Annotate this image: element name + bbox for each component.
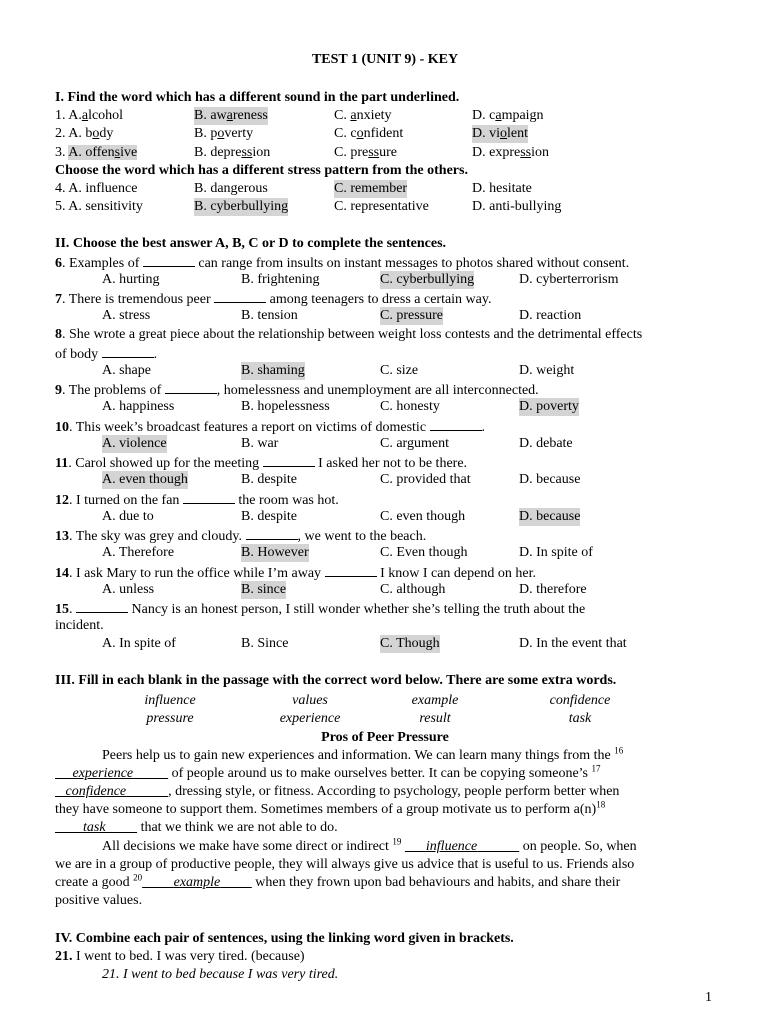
answer-highlight: B. shaming bbox=[241, 363, 305, 378]
answer-18: task bbox=[83, 820, 106, 835]
option-d: D. hesitate bbox=[472, 181, 532, 196]
word-bank-item: experience bbox=[279, 711, 341, 726]
blank-number: 18 bbox=[596, 799, 606, 810]
question-text: . bbox=[481, 420, 486, 435]
option-text: ure bbox=[379, 145, 398, 160]
option-d bbox=[472, 144, 549, 162]
option-label: C. bbox=[334, 145, 347, 160]
option-label: A. bbox=[68, 108, 82, 123]
answer-highlight bbox=[68, 145, 137, 160]
answer-blank bbox=[183, 490, 235, 504]
question-number: 1. bbox=[55, 108, 66, 123]
option-text: reness bbox=[232, 108, 268, 123]
option-text: ion bbox=[252, 145, 271, 160]
option-text: depre bbox=[210, 145, 242, 160]
answer-highlight: C. remember bbox=[334, 181, 408, 196]
option-b: B. war bbox=[241, 436, 279, 451]
question-6 bbox=[55, 253, 629, 271]
question-5 bbox=[55, 198, 143, 216]
answer-blank bbox=[325, 563, 377, 577]
option-c bbox=[334, 125, 403, 143]
option-b: B. Since bbox=[241, 636, 289, 651]
option-d: D. therefore bbox=[519, 582, 587, 597]
option-text: ive bbox=[120, 145, 138, 160]
question-1 bbox=[55, 107, 123, 125]
question-number: 3. bbox=[55, 145, 66, 160]
blank-number: 19 bbox=[392, 836, 402, 847]
option-a: A. stress bbox=[102, 308, 151, 323]
question-number: 21. bbox=[55, 949, 73, 964]
filled-blank bbox=[55, 766, 168, 781]
passage-text: on people. So, when bbox=[522, 839, 637, 854]
option-d: D. cyberterrorism bbox=[519, 272, 619, 287]
option-text: c bbox=[350, 126, 357, 141]
question-15 bbox=[55, 599, 585, 617]
question-12 bbox=[55, 490, 339, 508]
question-9 bbox=[55, 380, 539, 398]
question-text: . The sky was grey and cloudy. bbox=[69, 529, 243, 544]
answer-blank bbox=[246, 526, 298, 540]
option-a: A. shape bbox=[102, 363, 151, 378]
option-c: C. size bbox=[380, 363, 419, 378]
answer-highlight bbox=[472, 125, 528, 143]
option-text: dy bbox=[99, 126, 114, 141]
question-21 bbox=[55, 948, 305, 966]
option-text: offen bbox=[85, 145, 115, 160]
question-8-line-2 bbox=[55, 344, 157, 362]
word-bank-item: result bbox=[419, 711, 451, 726]
passage-line bbox=[55, 783, 619, 801]
question-7 bbox=[55, 289, 491, 307]
option-label: B. bbox=[194, 126, 207, 141]
underlined-part: a bbox=[495, 108, 502, 123]
answer-highlight: C. Though bbox=[380, 636, 440, 651]
question-text: I asked her not to be there. bbox=[318, 456, 468, 471]
option-c bbox=[334, 144, 397, 162]
option-text: vi bbox=[489, 126, 501, 141]
question-number: 4. bbox=[55, 181, 66, 196]
option-d: D. debate bbox=[519, 436, 573, 451]
word-bank-item: pressure bbox=[146, 711, 194, 726]
question-text: . She wrote a great piece about the relationship between weight loss contests and the detrimental effects bbox=[62, 327, 643, 342]
option-d bbox=[472, 107, 544, 125]
question-number: 7 bbox=[55, 292, 62, 307]
option-d: D. because bbox=[519, 472, 581, 487]
option-text: c bbox=[489, 108, 496, 123]
question-text: . Examples of bbox=[62, 256, 140, 271]
option-b: B. despite bbox=[241, 472, 297, 487]
passage-line bbox=[55, 874, 620, 892]
stress-heading: Choose the word which has a different stress pattern from the others. bbox=[55, 163, 468, 178]
filled-blank bbox=[55, 820, 137, 835]
word-bank-item: values bbox=[292, 693, 328, 708]
answer-blank bbox=[263, 453, 315, 467]
question-text: . There is tremendous peer bbox=[62, 292, 211, 307]
option-d: D. weight bbox=[519, 363, 575, 378]
option-d: D. In the event that bbox=[519, 636, 627, 651]
option-c: C. although bbox=[380, 582, 446, 597]
section-1-heading: I. Find the word which has a different sound in the part underlined. bbox=[55, 90, 460, 105]
question-number: 12 bbox=[55, 493, 69, 508]
option-a: A. hurting bbox=[102, 272, 160, 287]
option-a: A. Therefore bbox=[102, 545, 175, 560]
answer-blank bbox=[214, 289, 266, 303]
section-3-heading: III. Fill in each blank in the passage with the correct word below. There are some extra words. bbox=[55, 673, 617, 688]
word-bank-item: example bbox=[411, 693, 459, 708]
passage-text: they have someone to support them. Sometimes members of a group motivate us to perform a(n) bbox=[55, 802, 597, 817]
question-number: 9 bbox=[55, 383, 62, 398]
underlined-part: o bbox=[217, 126, 225, 141]
question-10 bbox=[55, 417, 485, 435]
word-bank-item: confidence bbox=[549, 693, 611, 708]
option-label: C. bbox=[334, 126, 347, 141]
option-d: D. In spite of bbox=[519, 545, 593, 560]
answer-blank bbox=[102, 344, 154, 358]
passage-line bbox=[102, 838, 637, 856]
blank-number: 17 bbox=[591, 763, 601, 774]
question-number: 15 bbox=[55, 602, 69, 617]
passage-text: , dressing style, or fitness. According to psychology, people perform better when bbox=[168, 784, 620, 799]
answer-highlight: A. violence bbox=[102, 436, 167, 451]
question-8 bbox=[55, 326, 642, 344]
question-text: Nancy is an honest person, I still wonder whether she’s telling the truth about the bbox=[131, 602, 586, 617]
question-text: , homelessness and unemployment are all interconnected. bbox=[216, 383, 539, 398]
question-text: I went to bed. I was very tired. (because) bbox=[76, 949, 305, 964]
question-text: among teenagers to dress a certain way. bbox=[269, 292, 492, 307]
passage-line bbox=[55, 765, 601, 783]
answer-highlight: B. cyberbullying bbox=[194, 199, 289, 214]
option-a: A. due to bbox=[102, 509, 154, 524]
option-b: B. frightening bbox=[241, 272, 320, 287]
underlined-part: ss bbox=[520, 145, 532, 160]
option-label: A. bbox=[68, 126, 82, 141]
answer-highlight: D. poverty bbox=[519, 399, 579, 414]
filled-blank bbox=[55, 784, 168, 799]
option-text: nfident bbox=[363, 126, 404, 141]
option-a: A. happiness bbox=[102, 399, 175, 414]
question-number: 11 bbox=[55, 456, 69, 471]
answer-19: influence bbox=[425, 839, 478, 854]
question-text: . The problems of bbox=[62, 383, 162, 398]
answer-17: confidence bbox=[65, 784, 127, 799]
underlined-part: ss bbox=[241, 145, 253, 160]
option-label: D. bbox=[472, 108, 486, 123]
option-b: B. tension bbox=[241, 308, 298, 323]
option-c: C. representative bbox=[334, 199, 429, 214]
question-text: , we went to the beach. bbox=[297, 529, 427, 544]
passage-line: positive values. bbox=[55, 893, 143, 908]
question-text: . bbox=[69, 602, 73, 617]
question-number: 8 bbox=[55, 327, 62, 342]
word-bank-item: influence bbox=[144, 693, 196, 708]
option-text: p bbox=[210, 126, 218, 141]
option-d: D. anti-bullying bbox=[472, 199, 562, 214]
underlined-part: a bbox=[350, 108, 357, 123]
filled-blank bbox=[405, 839, 519, 854]
question-13 bbox=[55, 526, 426, 544]
answer-highlight: D. because bbox=[519, 509, 581, 524]
question-14 bbox=[55, 563, 536, 581]
page-title: TEST 1 (UNIT 9) - KEY bbox=[311, 52, 459, 67]
filled-blank bbox=[142, 875, 252, 890]
option-b bbox=[194, 144, 270, 162]
question-2 bbox=[55, 125, 113, 143]
answer-highlight: C. pressure bbox=[380, 308, 443, 323]
answer-20: example bbox=[173, 875, 221, 890]
passage-text: of people around us to make ourselves better. It can be copying someone’s bbox=[171, 766, 589, 781]
answer-highlight: A. even though bbox=[102, 472, 188, 487]
question-text: the room was hot. bbox=[238, 493, 339, 508]
question-text: I know I can depend on her. bbox=[380, 566, 536, 581]
option-label: B. bbox=[194, 108, 207, 123]
answer-highlight: C. cyberbullying bbox=[380, 272, 475, 287]
underlined-part: o bbox=[500, 126, 508, 141]
option-label: A. bbox=[68, 145, 82, 160]
option-c bbox=[334, 107, 392, 125]
question-number: 5. bbox=[55, 199, 66, 214]
passage-text: Peers help us to gain new experiences and information. We can learn many things from the bbox=[102, 748, 611, 763]
option-a: A. In spite of bbox=[102, 636, 176, 651]
option-text: b bbox=[85, 126, 93, 141]
option-text: mpaign bbox=[501, 108, 544, 123]
option-c: C. argument bbox=[380, 436, 449, 451]
section-4-heading: IV. Combine each pair of sentences, using the linking word given in brackets. bbox=[55, 931, 514, 946]
option-c: C. Even though bbox=[380, 545, 468, 560]
option-c: C. honesty bbox=[380, 399, 440, 414]
option-text: verty bbox=[224, 126, 254, 141]
question-number: 6 bbox=[55, 256, 62, 271]
passage-line bbox=[55, 819, 338, 837]
answer-16: experience bbox=[72, 766, 134, 781]
option-a: A. sensitivity bbox=[68, 199, 143, 214]
underlined-part: a bbox=[226, 108, 233, 123]
underlined-part: o bbox=[356, 126, 364, 141]
answer-highlight: B. However bbox=[241, 545, 309, 560]
answer-21: 21. I went to bed because I was very tired. bbox=[102, 967, 339, 982]
question-11 bbox=[55, 453, 467, 471]
option-label: C. bbox=[334, 108, 347, 123]
passage-title: Pros of Peer Pressure bbox=[321, 730, 449, 745]
option-text: aw bbox=[210, 108, 227, 123]
question-text: . This week’s broadcast features a report on victims of domestic bbox=[69, 420, 427, 435]
option-text: nxiety bbox=[356, 108, 392, 123]
question-number: 10 bbox=[55, 420, 69, 435]
option-text: ion bbox=[531, 145, 550, 160]
question-number: 13 bbox=[55, 529, 69, 544]
page-number: 1 bbox=[705, 990, 712, 1005]
blank-number: 20 bbox=[133, 872, 143, 883]
option-label: D. bbox=[472, 145, 486, 160]
question-text: . bbox=[153, 347, 158, 362]
option-b: B. despite bbox=[241, 509, 297, 524]
passage-line bbox=[102, 747, 623, 765]
question-text: of body bbox=[55, 347, 99, 362]
question-15-line-2: incident. bbox=[55, 618, 104, 633]
option-text: lcohol bbox=[88, 108, 124, 123]
section-2-heading: II. Choose the best answer A, B, C or D to complete the sentences. bbox=[55, 236, 447, 251]
question-text: can range from insults on instant messages to photos shared without consent. bbox=[198, 256, 630, 271]
option-text: lent bbox=[507, 126, 529, 141]
word-bank-item: task bbox=[568, 711, 592, 726]
question-3 bbox=[55, 144, 137, 162]
question-number: 2. bbox=[55, 126, 66, 141]
passage-text: All decisions we make have some direct or indirect bbox=[102, 839, 389, 854]
question-number: 14 bbox=[55, 566, 69, 581]
question-text: . I turned on the fan bbox=[69, 493, 180, 508]
option-c: C. even though bbox=[380, 509, 466, 524]
answer-highlight bbox=[194, 107, 268, 125]
answer-highlight: B. since bbox=[241, 582, 287, 597]
option-text: pre bbox=[350, 145, 369, 160]
option-b: B. dangerous bbox=[194, 181, 268, 196]
question-text: . Carol showed up for the meeting bbox=[68, 456, 260, 471]
option-a: A. unless bbox=[102, 582, 155, 597]
passage-text: create a good bbox=[55, 875, 130, 890]
underlined-part: a bbox=[81, 108, 89, 123]
underlined-part: ss bbox=[368, 145, 380, 160]
answer-blank bbox=[165, 380, 217, 394]
question-text: . I ask Mary to run the office while I’m away bbox=[69, 566, 322, 581]
option-label: B. bbox=[194, 145, 207, 160]
answer-blank bbox=[143, 253, 195, 267]
passage-text: that we think we are not able to do. bbox=[140, 820, 338, 835]
blank-number: 16 bbox=[614, 745, 624, 756]
underlined-part: s bbox=[114, 145, 121, 160]
passage-line: we are in a group of productive people, they will always give us advice that is useful to us. Friends also bbox=[55, 857, 635, 872]
option-c: C. provided that bbox=[380, 472, 471, 487]
question-4 bbox=[55, 180, 137, 198]
answer-blank bbox=[76, 599, 128, 613]
answer-blank bbox=[430, 417, 482, 431]
option-d: D. reaction bbox=[519, 308, 582, 323]
option-b: B. hopelessness bbox=[241, 399, 330, 414]
passage-text: when they frown upon bad behaviours and habits, and share their bbox=[255, 875, 621, 890]
option-a: A. influence bbox=[68, 181, 138, 196]
option-b bbox=[194, 125, 253, 143]
underlined-part: o bbox=[92, 126, 100, 141]
option-text: expre bbox=[489, 145, 521, 160]
passage-line bbox=[55, 801, 605, 819]
option-label: D. bbox=[472, 126, 486, 141]
